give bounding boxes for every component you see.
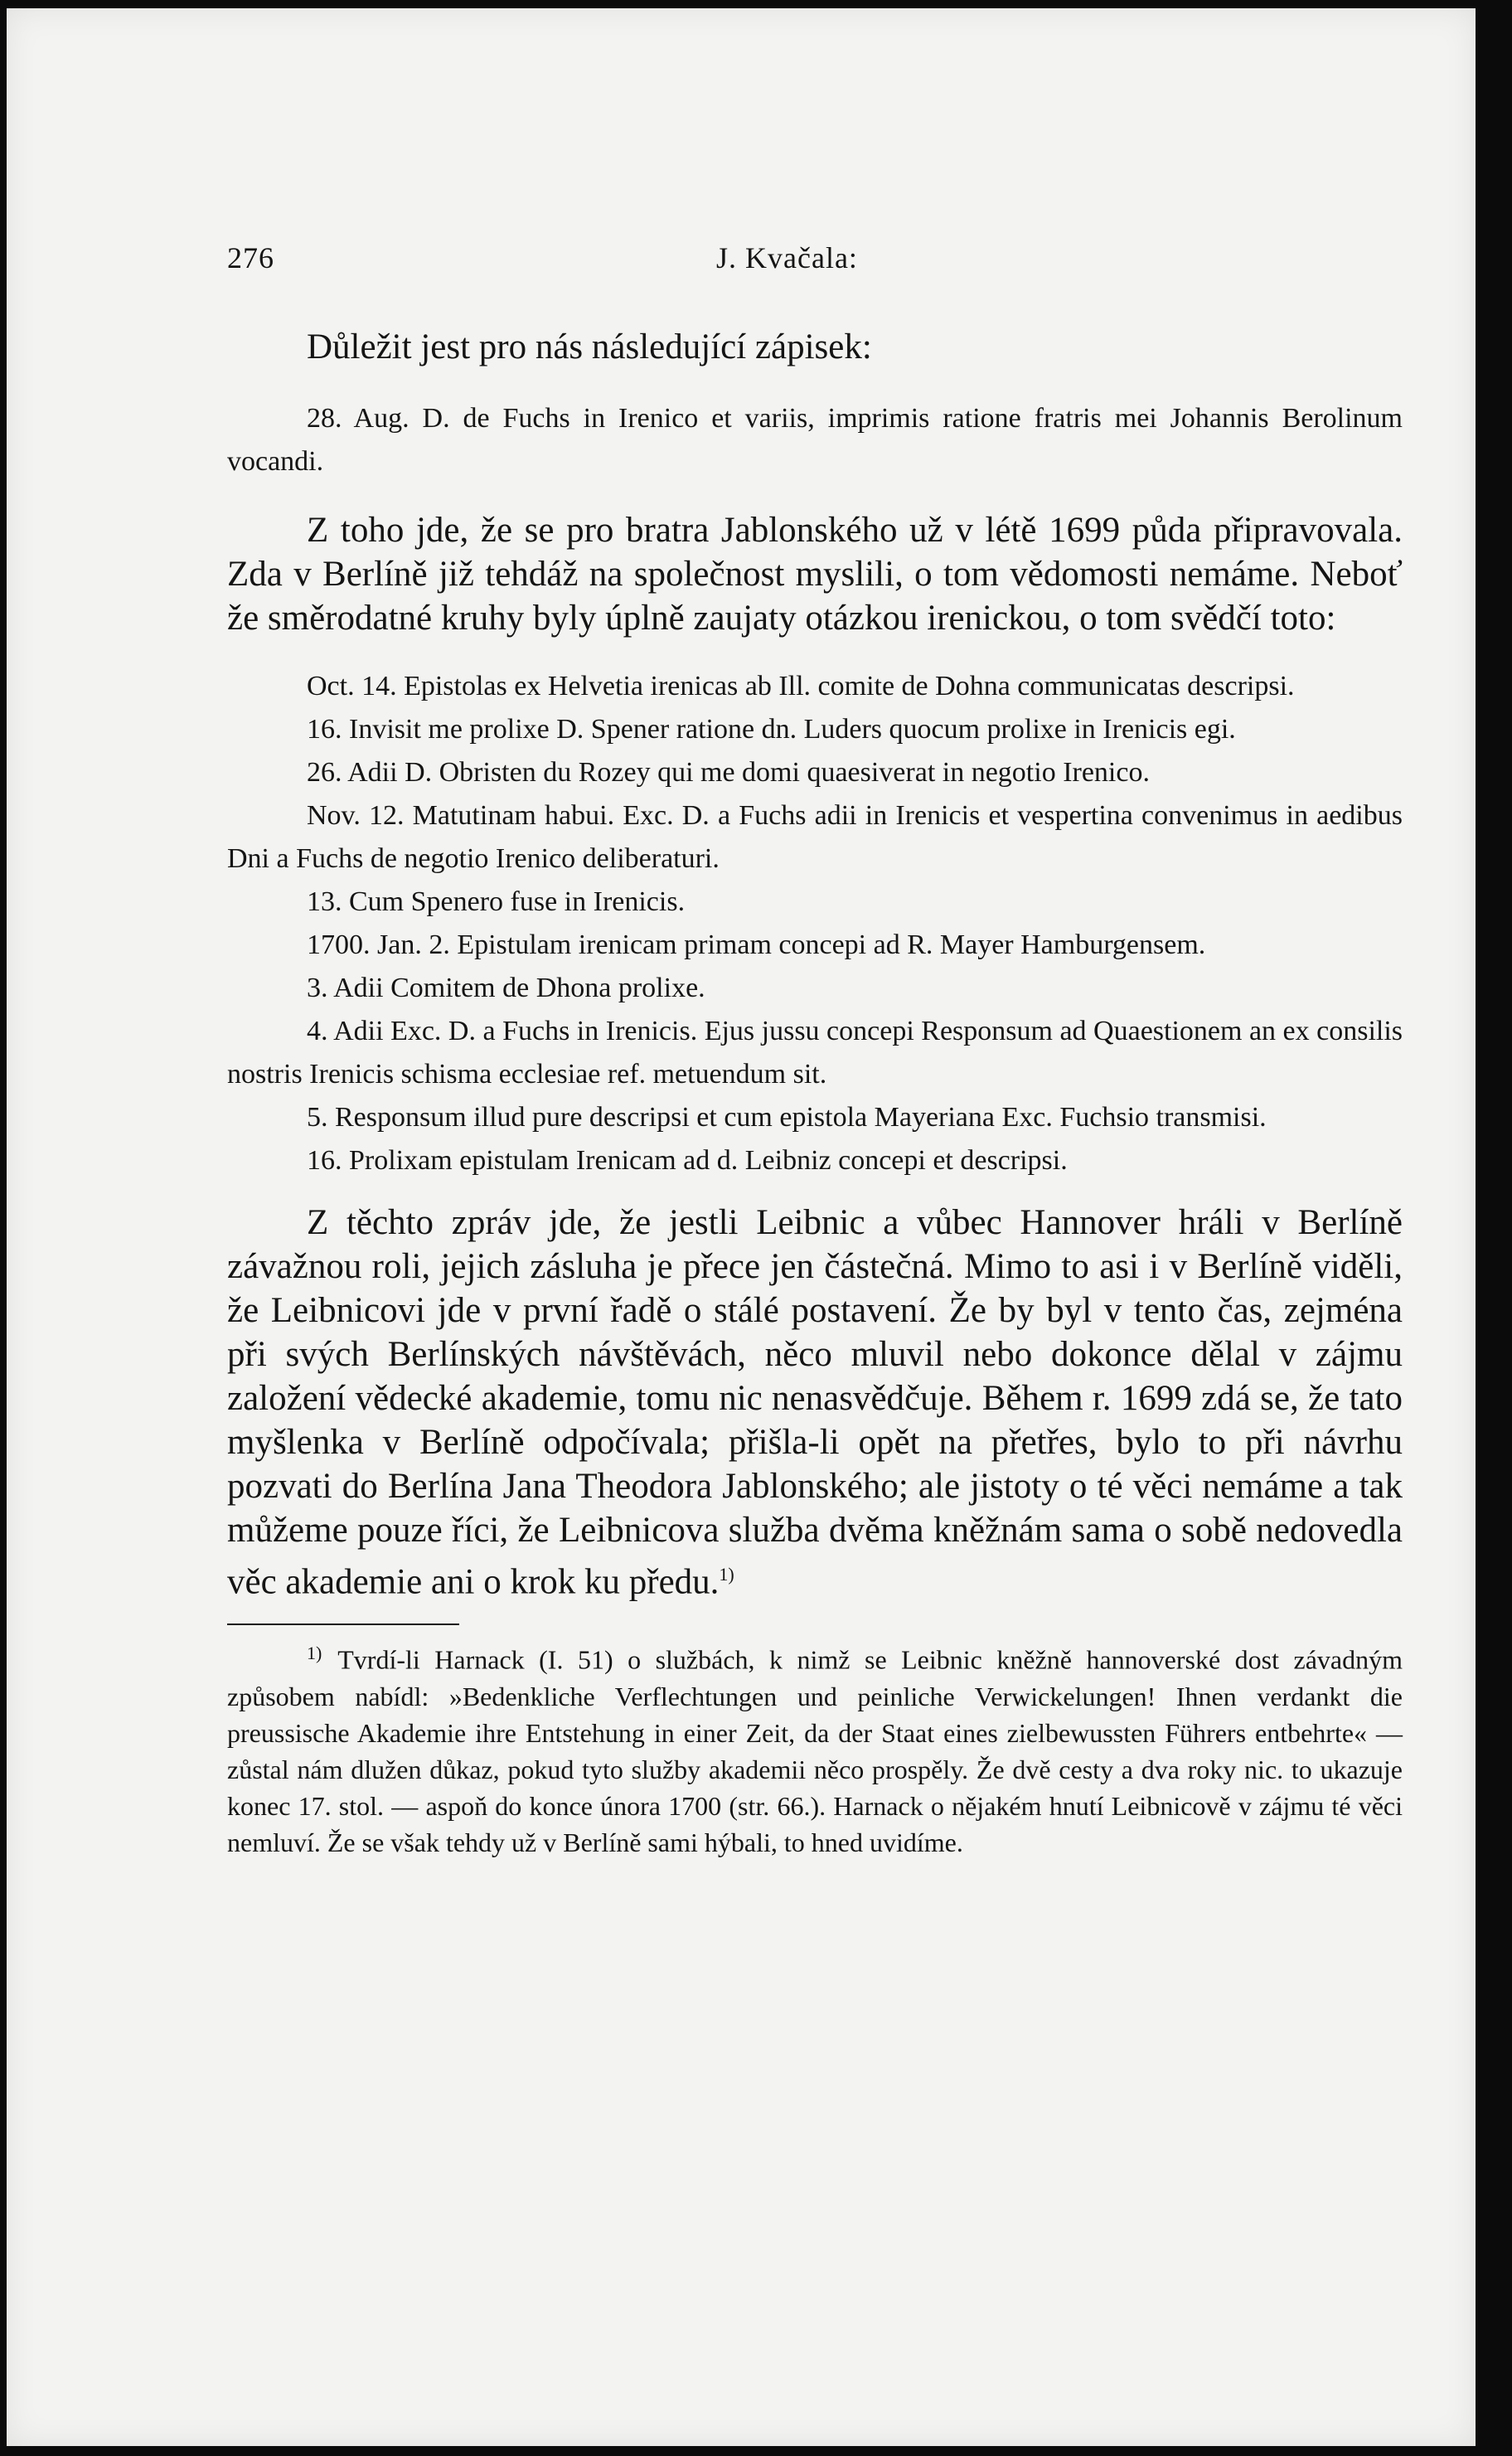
diary-entry: 3. Adii Comitem de Dhona prolixe.	[307, 973, 705, 1003]
diary-entry: 1700. Jan. 2. Epistulam irenicam primam concepi ad R. Mayer Hamburgensem.	[307, 929, 1206, 960]
footnote-text: Tvrdí-li Harnack (I. 51) o službách, k nimž se Leibnic kněžně hannoverské dost závadným způsobem nabídl: »Bedenkliche Verflechtungen und peinliche Verwickelungen! Ihnen verdankt die preussische Akademie ihre Entstehung in einer Zeit, da der Staat eines zielbewussten Führers entbehrte« — zůstal nám dlužen důkaz, pokud tyto služby akademii něco prospěly. Že dvě cesty a dva roky nic. to ukazuje konec 17. stol. — aspoň do konce února 1700 (str. 66.). Harnack o nějakém hnutí Leibnicově v zájmu té věci nemluví. Že se však tehdy už v Berlíně sami hýbali, to hned uvidíme.	[227, 1644, 1403, 1857]
running-head	[227, 232, 1403, 282]
diary-entry: 16. Prolixam epistulam Irenicam ad d. Leibniz concepi et descripsi.	[307, 1145, 1068, 1176]
footnote-marker: 1)	[307, 1643, 322, 1664]
diary-entry: 5. Responsum illud pure descripsi et cum epistola Mayeriana Exc. Fuchsio transmisi.	[307, 1102, 1267, 1133]
diary-entry: 4. Adii Exc. D. a Fuchs in Irenicis. Ejus jussu concepi Responsum ad Quaestionem an ex consilis nostris Irenicis schisma ecclesiae ref. metuendum sit.	[227, 1016, 1403, 1090]
diary-entry-aug-28: 28. Aug. D. de Fuchs in Irenico et variis, imprimis ratione fratris mei Johannis Berolinum vocandi.	[227, 403, 1403, 477]
paragraph-2	[227, 1201, 1403, 1604]
diary-entries	[227, 665, 1403, 1182]
footnote-1	[227, 1635, 1403, 1861]
intro-line: Důležit jest pro nás následující zápisek:	[307, 328, 872, 366]
diary-entry: 13. Cum Spenero fuse in Irenicis.	[307, 886, 686, 917]
paragraph-2-text: Z těchto zpráv jde, že jestli Leibnic a vůbec Hannover hráli v Berlíně závažnou roli, jejich zásluha je přece jen částečná. Mimo to asi i v Berlíně viděli, že Leibnicovi jde v první řadě o stálé postavení. Že by byl v tento čas, zejména při svých Berlínských návštěvách, něco mluvil nebo dokonce dělal v zájmu založení vědecké akademie, tomu nic nenasvědčuje. Během r. 1699 zdá se, že tato myšlenka v Berlíně odpočívala; přišla-li opět na přetřes, bylo to při návrhu pozvati do Berlína Jana Theodora Jablonského; ale jistoty o té věci nemáme a tak můžeme pouze říci, že Leibnicova služba dvěma kněžnám sama o sobě nedovedla věc akademie ani o krok ku předu.	[227, 1203, 1403, 1602]
page-number: 276	[227, 241, 274, 274]
running-title: J. Kvačala:	[716, 241, 858, 274]
diary-entry: 26. Adii D. Obristen du Rozey qui me domi quaesiverat in negotio Irenico.	[307, 757, 1150, 788]
scanned-page	[7, 8, 1476, 2446]
text-block	[227, 232, 1403, 1861]
diary-entry: Oct. 14. Epistolas ex Helvetia irenicas ab Ill. comite de Dohna communicatas descripsi.	[307, 671, 1295, 701]
paragraph-1: Z toho jde, že se pro bratra Jablonského už v létě 1699 půda připravovala. Zda v Berlíně již tehdáž na společnost myslili, o tom vědomosti nemáme. Neboť že směrodatné kruhy byly úplně zaujaty otázkou irenickou, o tom svědčí toto:	[227, 511, 1403, 638]
diary-entry: Nov. 12. Matutinam habui. Exc. D. a Fuchs adii in Irenicis et vespertina convenimus in aedibus Dni a Fuchs de negotio Irenico deliberaturi.	[227, 800, 1403, 874]
diary-entry: 16. Invisit me prolixe D. Spener ratione dn. Luders quocum prolixe in Irenicis egi.	[307, 714, 1236, 745]
footnote-divider	[227, 1624, 459, 1625]
footnote-reference: 1)	[719, 1564, 734, 1585]
